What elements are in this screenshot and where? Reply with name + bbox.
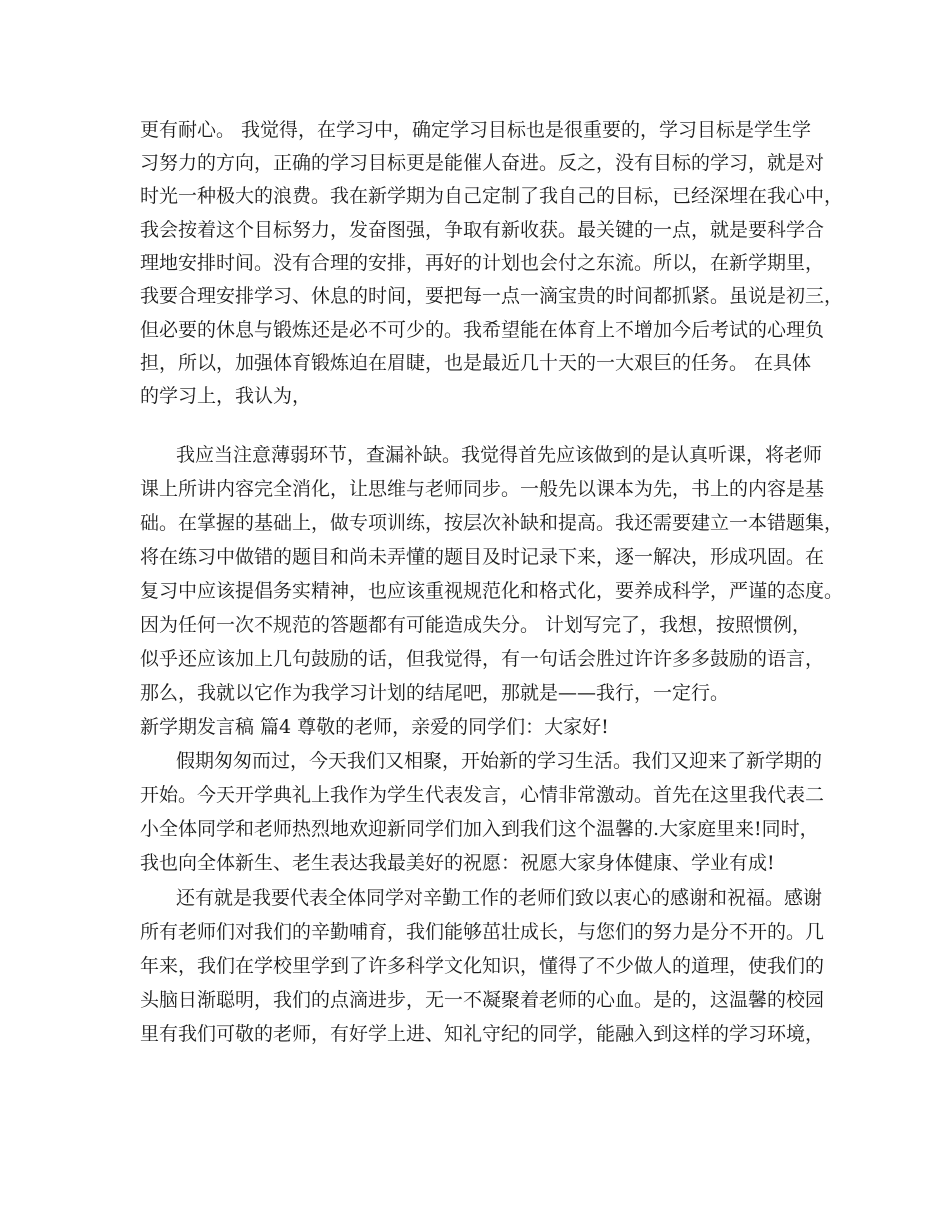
- text-line: 我也向全体新生、老生表达我最美好的祝愿：祝愿大家身体健康、学业有成!: [140, 852, 775, 874]
- text-line: 开始。今天开学典礼上我作为学生代表发言，心情非常激动。首先在这里我代表二: [140, 784, 825, 806]
- text-line: 但必要的休息与锻炼还是必不可少的。我希望能在体育上不增加今后考试的心理负: [140, 319, 825, 341]
- text-line: 时光一种极大的浪费。我在新学期为自己定制了我自己的目标，已经深埋在我心中，: [140, 185, 844, 207]
- text-line: 年来，我们在学校里学到了许多科学文化知识，懂得了不少做人的道理，使我们的: [140, 955, 825, 977]
- text-line: 习努力的方向，正确的学习目标更是能催人奋进。反之，没有目标的学习，就是对: [140, 152, 825, 174]
- text-line: 里有我们可敬的老师，有好学上进、知礼守纪的同学，能融入到这样的学习环境，: [140, 1023, 825, 1045]
- text-line: 因为任何一次不规范的答题都有可能造成失分。 计划写完了，我想，按照惯例，: [140, 614, 812, 636]
- text-line: 头脑日渐聪明，我们的点滴进步，无一不凝聚着老师的心血。是的，这温馨的校园: [140, 989, 825, 1011]
- text-line: 我会按着这个目标努力，发奋图强，争取有新收获。最关键的一点，就是要科学合: [140, 219, 825, 241]
- text-line: 复习中应该提倡务实精神，也应该重视规范化和格式化，要养成科学，严谨的态度。: [140, 580, 844, 602]
- text-line: 我应当注意薄弱环节，查漏补缺。我觉得首先应该做到的是认真听课，将老师: [176, 444, 823, 466]
- text-line: 我要合理安排学习、休息的时间，要把每一点一滴宝贵的时间都抓紧。虽说是初三，: [140, 285, 844, 307]
- text-line: 的学习上，我认为，: [140, 385, 312, 407]
- text-line: 似乎还应该加上几句鼓励的话，但我觉得，有一句话会胜过许许多多鼓励的语言，: [140, 648, 825, 670]
- text-line: 更有耐心。 我觉得，在学习中，确定学习目标也是很重要的，学习目标是学生学: [140, 119, 812, 141]
- text-line: 还有就是我要代表全体同学对辛勤工作的老师们致以衷心的感谢和祝福。感谢: [176, 887, 823, 909]
- text-line: 理地安排时间。没有合理的安排，再好的计划也会付之东流。所以，在新学期里，: [140, 252, 825, 274]
- text-line: 课上所讲内容完全消化，让思维与老师同步。一般先以课本为先，书上的内容是基: [140, 478, 825, 500]
- text-line: 所有老师们对我们的辛勤哺育，我们能够茁壮成长，与您们的努力是分不开的。几: [140, 921, 825, 943]
- text-line: 将在练习中做错的题目和尚未弄懂的题目及时记录下来，逐一解决，形成巩固。在: [140, 546, 825, 568]
- text-line: 础。在掌握的基础上，做专项训练，按层次补缺和提高。我还需要建立一本错题集，: [140, 512, 844, 534]
- text-line: 假期匆匆而过，今天我们又相聚，开始新的学习生活。我们又迎来了新学期的: [176, 750, 823, 772]
- text-line: 小全体同学和老师热烈地欢迎新同学们加入到我们这个温馨的.大家庭里来!同时，: [140, 818, 819, 840]
- text-line: 那么，我就以它作为我学习计划的结尾吧，那就是——我行，一定行。: [140, 682, 730, 704]
- text-line: 新学期发言稿 篇4 尊敬的老师，亲爱的同学们：大家好!: [140, 716, 609, 738]
- text-line: 担，所以，加强体育锻炼迫在眉睫，也是最近几十天的一大艰巨的任务。 在具体: [140, 352, 812, 374]
